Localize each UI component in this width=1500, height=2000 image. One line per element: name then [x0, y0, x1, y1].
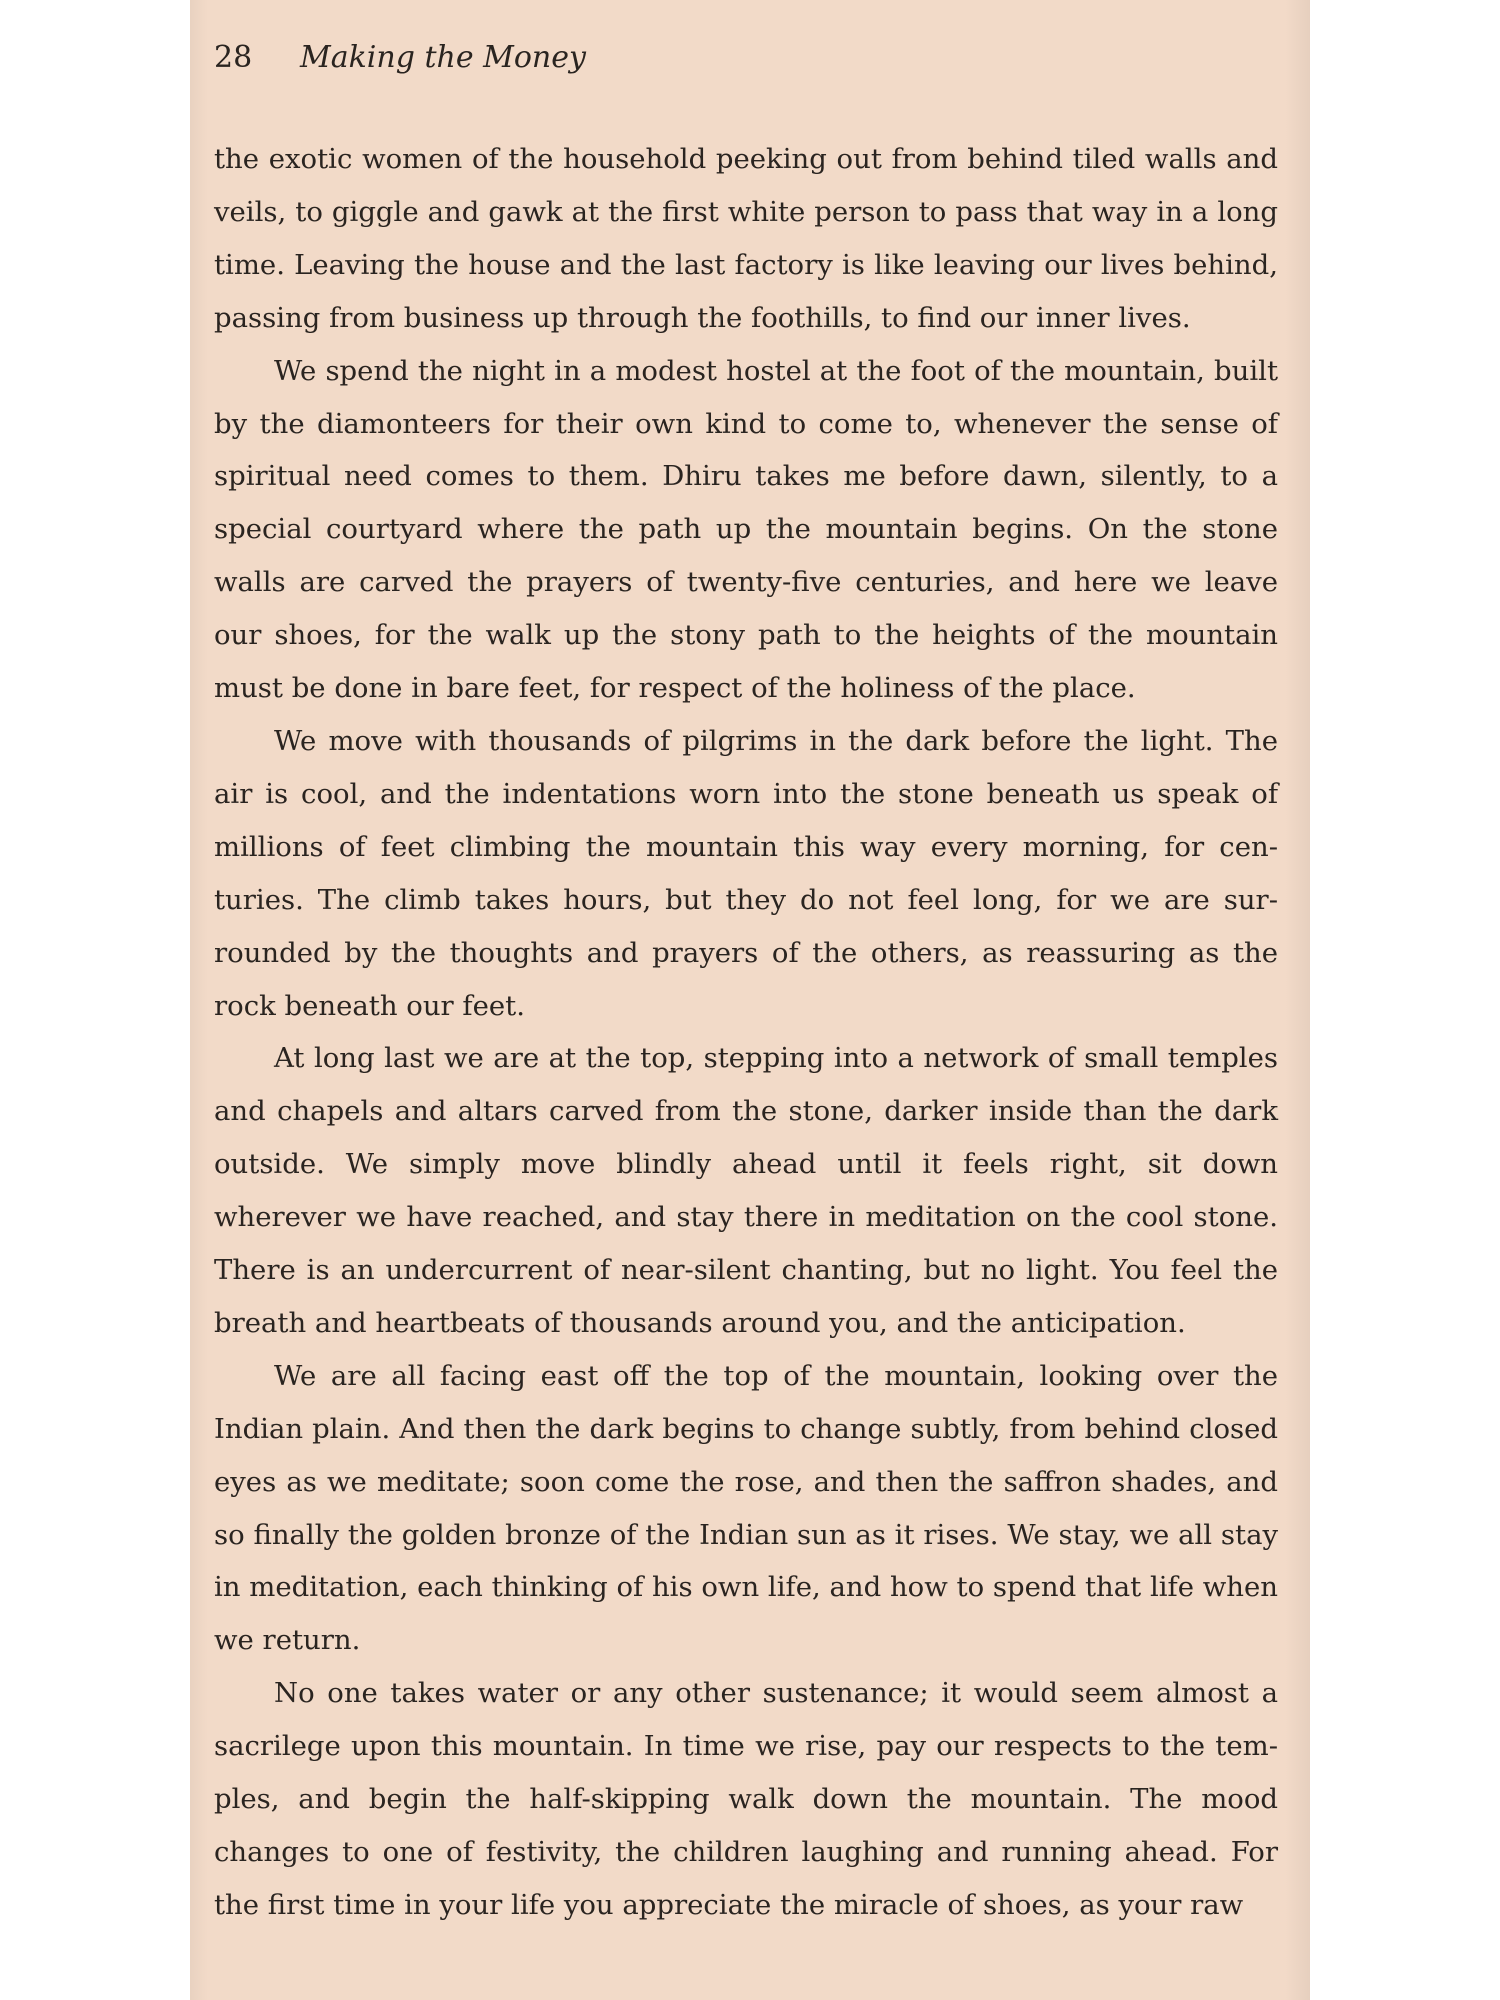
book-page [190, 0, 1310, 2000]
page-number: 28 [214, 40, 253, 75]
paragraph-6: No one takes water or any other sustenance; it would seem almost a sacrilege upon this mountain. In time we rise, pay our respects to the temples, and begin the half-skipping walk down the mountain. The mood changes to one of festivity, the children laughing and running ahead. For the first time in your life you appreciate the miracle of shoes, as your raw [214, 1677, 1278, 1921]
paragraph-3: We move with thousands of pilgrims in the dark before the light. The air is cool, and the indentations worn into the stone beneath us speak of millions of feet climbing the mountain this way every morning, for centuries. The climb takes hours, but they do not feel long, for we are surrounded by the thoughts and prayers of the others, as reassuring as the rock beneath our feet. [214, 724, 1278, 1022]
running-title: Making the Money [300, 40, 586, 75]
body-text [214, 133, 1278, 1932]
paragraph-4: At long last we are at the top, stepping into a network of small temples and chapels and altars carved from the stone, darker inside than the dark outside. We simply move blindly ahead until it feels right, sit down wherever we have reached, and stay there in meditation on the cool stone. There is an undercurrent of near-silent chanting, but no light. You feel the breath and heartbeats of thousands around you, and the anticipation. [214, 1042, 1278, 1339]
paragraph-5: We are all facing east off the top of the mountain, looking over the Indian plain. And then the dark begins to change subtly, from behind closed eyes as we meditate; soon come the rose, and then the saffron shades, and so finally the golden bronze of the Indian sun as it rises. We stay, we all stay in meditation, each thinking of his own life, and how to spend that life when we return. [214, 1359, 1278, 1657]
paragraph-1: the exotic women of the household peeking out from behind tiled walls and veils, to giggle and gawk at the first white person to pass that way in a long time. Leaving the house and the last factory is like leaving our lives behind, passing from business up through the foothills, to find our inner lives. [214, 143, 1278, 334]
paragraph-2: We spend the night in a modest hostel at the foot of the mountain, built by the diamonteers for their own kind to come to, whenever the sense of spiritual need comes to them. Dhiru takes me before dawn, silently, to a special courtyard where the path up the mountain begins. On the stone walls are carved the prayers of twenty-five centuries, and here we leave our shoes, for the walk up the stony path to the heights of the mountain must be done in bare feet, for respect of the holiness of the place. [214, 354, 1278, 705]
